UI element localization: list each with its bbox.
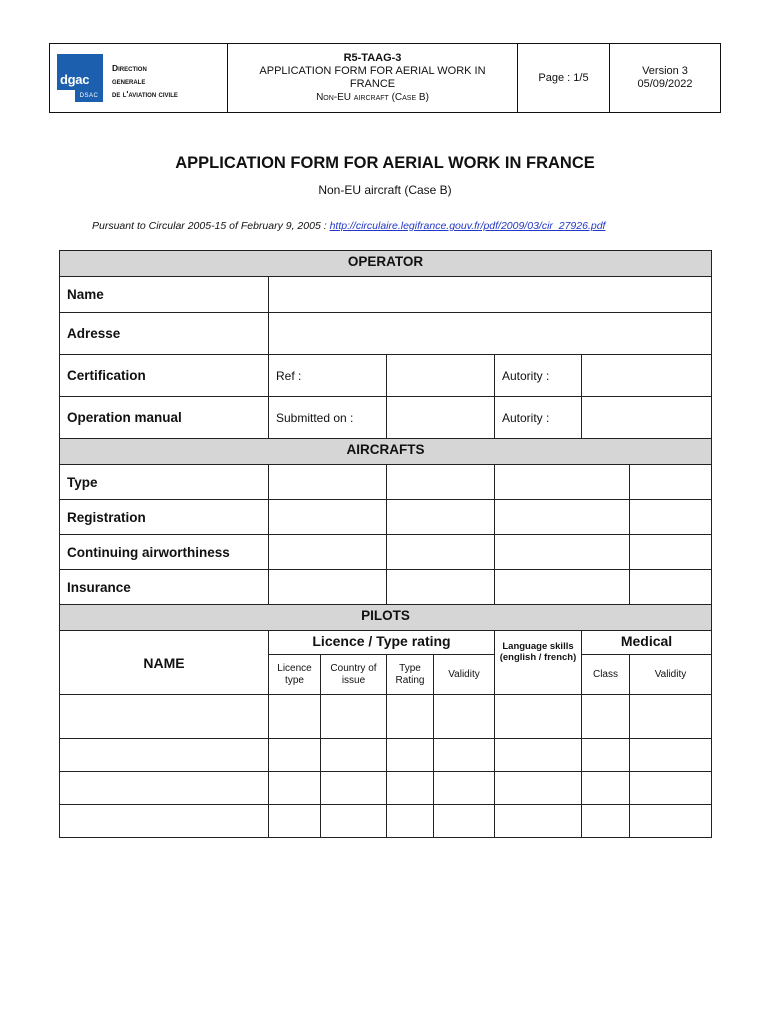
- certification-ref-label: Ref :: [269, 355, 387, 397]
- medical-header: Medical: [582, 631, 712, 655]
- pilot-row: [60, 772, 712, 805]
- pilot-licence-type-field[interactable]: [269, 805, 321, 838]
- pilot-medical-validity-field[interactable]: [630, 772, 712, 805]
- certification-autority-label: Autority :: [495, 355, 582, 397]
- pilot-type-rating-field[interactable]: [387, 739, 434, 772]
- manual-autority-field[interactable]: [582, 397, 712, 439]
- aircraft-type-field-4[interactable]: [630, 465, 712, 500]
- pilot-country-field[interactable]: [321, 772, 387, 805]
- pilot-medical-validity-field[interactable]: [630, 695, 712, 739]
- pilot-medical-class-field[interactable]: [582, 739, 630, 772]
- pilot-name-header: NAME: [60, 631, 269, 695]
- operator-address-label: Adresse: [60, 313, 269, 355]
- aircraft-type-field-3[interactable]: [495, 465, 630, 500]
- header-version-cell: [610, 44, 721, 113]
- aircraft-registration-field-3[interactable]: [495, 500, 630, 535]
- pilot-medical-class-field[interactable]: [582, 805, 630, 838]
- licence-type-rating-header: Licence / Type rating: [269, 631, 495, 655]
- certification-autority-field[interactable]: [582, 355, 712, 397]
- pilot-validity-field[interactable]: [434, 772, 495, 805]
- aircraft-registration-field-2[interactable]: [387, 500, 495, 535]
- col-licence-validity: Validity: [434, 655, 495, 695]
- aircraft-registration-label: Registration: [60, 500, 269, 535]
- page-number: Page : 1/5: [518, 44, 610, 113]
- pilot-licence-type-field[interactable]: [269, 695, 321, 739]
- header-title-line2: FRANCE: [349, 78, 396, 90]
- document-header: [49, 43, 721, 113]
- pilot-row: [60, 739, 712, 772]
- pilot-medical-validity-field[interactable]: [630, 805, 712, 838]
- pilot-validity-field[interactable]: [434, 805, 495, 838]
- dgac-logo: dgac DSAC: [57, 54, 103, 102]
- legal-reference: [92, 220, 605, 232]
- aircraft-registration-field-1[interactable]: [269, 500, 387, 535]
- pilot-licence-type-field[interactable]: [269, 739, 321, 772]
- aircraft-type-field-2[interactable]: [387, 465, 495, 500]
- legal-reference-text: Pursuant to Circular 2005-15 of February 9, 2005 :: [92, 220, 330, 232]
- header-title-cell: [228, 44, 518, 113]
- aircraft-insurance-field-4[interactable]: [630, 570, 712, 605]
- pilot-language-field[interactable]: [495, 739, 582, 772]
- col-licence-type: Licence type: [269, 655, 321, 695]
- pilot-type-rating-field[interactable]: [387, 695, 434, 739]
- pilot-language-field[interactable]: [495, 805, 582, 838]
- section-aircrafts: AIRCRAFTS: [60, 439, 712, 465]
- version-label: Version 3: [642, 65, 688, 77]
- pilot-country-field[interactable]: [321, 805, 387, 838]
- operator-address-field[interactable]: [269, 313, 712, 355]
- header-subtitle: Non-EU aircraft (Case B): [316, 92, 429, 103]
- pilot-validity-field[interactable]: [434, 739, 495, 772]
- manual-autority-label: Autority :: [495, 397, 582, 439]
- section-operator: OPERATOR: [60, 251, 712, 277]
- aircraft-type-label: Type: [60, 465, 269, 500]
- pilot-validity-field[interactable]: [434, 695, 495, 739]
- pilot-name-field[interactable]: [60, 772, 269, 805]
- pilot-licence-type-field[interactable]: [269, 772, 321, 805]
- aircraft-airworthiness-field-3[interactable]: [495, 535, 630, 570]
- language-skills-header: Language skills (english / french): [495, 631, 582, 695]
- aircraft-airworthiness-field-4[interactable]: [630, 535, 712, 570]
- circular-link[interactable]: http://circulaire.legifrance.gouv.fr/pdf/2009/03/cir_27926.pdf: [329, 220, 606, 232]
- aircraft-insurance-label: Insurance: [60, 570, 269, 605]
- manual-submitted-field[interactable]: [387, 397, 495, 439]
- issuer-name: Direction generale de l'aviation civile: [112, 63, 178, 99]
- pilot-type-rating-field[interactable]: [387, 772, 434, 805]
- operator-name-label: Name: [60, 277, 269, 313]
- version-date: 05/09/2022: [637, 78, 693, 90]
- aircraft-insurance-field-2[interactable]: [387, 570, 495, 605]
- pilot-row: [60, 805, 712, 838]
- certification-label: Certification: [60, 355, 269, 397]
- col-medical-class: Class: [582, 655, 630, 695]
- aircraft-type-field-1[interactable]: [269, 465, 387, 500]
- operator-name-field[interactable]: [269, 277, 712, 313]
- pilot-country-field[interactable]: [321, 695, 387, 739]
- pilot-type-rating-field[interactable]: [387, 805, 434, 838]
- aircraft-insurance-field-1[interactable]: [269, 570, 387, 605]
- document-reference: R5-TAAG-3: [343, 52, 402, 64]
- aircraft-airworthiness-field-1[interactable]: [269, 535, 387, 570]
- page-subtitle: Non-EU aircraft (Case B): [318, 183, 452, 197]
- pilot-medical-validity-field[interactable]: [630, 739, 712, 772]
- pilot-name-field[interactable]: [60, 805, 269, 838]
- pilot-language-field[interactable]: [495, 695, 582, 739]
- manual-submitted-label: Submitted on :: [269, 397, 387, 439]
- aircraft-airworthiness-label: Continuing airworthiness: [60, 535, 269, 570]
- pilot-medical-class-field[interactable]: [582, 772, 630, 805]
- col-country-of-issue: Country of issue: [321, 655, 387, 695]
- header-issuer-cell: [50, 44, 228, 113]
- pilot-name-field[interactable]: [60, 695, 269, 739]
- page-title: APPLICATION FORM FOR AERIAL WORK IN FRANCE: [175, 154, 595, 172]
- operation-manual-label: Operation manual: [60, 397, 269, 439]
- aircraft-airworthiness-field-2[interactable]: [387, 535, 495, 570]
- pilot-name-field[interactable]: [60, 739, 269, 772]
- section-pilots: PILOTS: [60, 605, 712, 631]
- col-medical-validity: Validity: [630, 655, 712, 695]
- header-title-line1: APPLICATION FORM FOR AERIAL WORK IN: [259, 65, 486, 77]
- aircraft-registration-field-4[interactable]: [630, 500, 712, 535]
- application-form: [59, 250, 712, 838]
- col-type-rating: Type Rating: [387, 655, 434, 695]
- certification-ref-field[interactable]: [387, 355, 495, 397]
- aircraft-insurance-field-3[interactable]: [495, 570, 630, 605]
- pilot-country-field[interactable]: [321, 739, 387, 772]
- pilot-row: [60, 695, 712, 739]
- pilot-medical-class-field[interactable]: [582, 695, 630, 739]
- pilot-language-field[interactable]: [495, 772, 582, 805]
